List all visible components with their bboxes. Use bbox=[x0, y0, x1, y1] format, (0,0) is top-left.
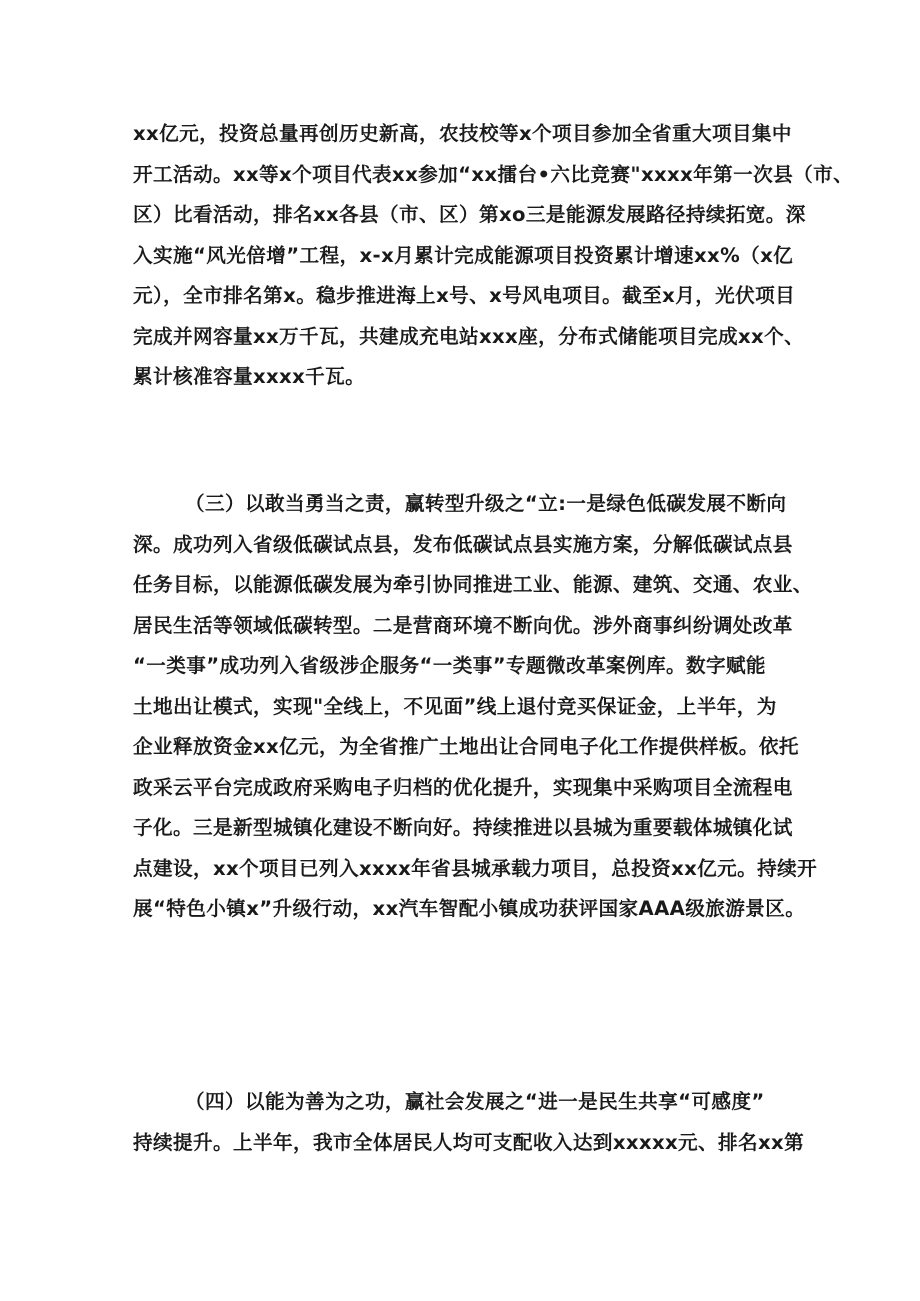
text-line: 居民生活等领域低碳转型。二是营商环境不断向优。涉外商事纠纷调处改革 bbox=[133, 613, 793, 637]
section-heading-line: （三）以敢当勇当之责，赢转型升级之“立:一是绿色低碳发展不断向 bbox=[185, 492, 787, 515]
text-line: 累计核准容量xxxx千瓦。 bbox=[133, 365, 366, 388]
text-line: 土地出让模式，实现"全线上，不见面”线上退付竞买保证金，上半年，为 bbox=[133, 694, 777, 718]
text-line: 任务目标，以能源低碳发展为牵引协同推进工业、能源、建筑、交通、农业、 bbox=[133, 573, 813, 596]
text-line: 展“特色小镇x”升级行动，xx汽车智配小镇成功获评国家AAA级旅游景区。 bbox=[133, 897, 806, 920]
text-line: 元），全市排名第x。稳步推进海上x号、x号风电项目。截至x月，光伏项目 bbox=[133, 284, 796, 307]
text-line: 持续提升。上半年，我市全体居民人均可支配收入达到xxxxx元、排名xx第 bbox=[133, 1130, 805, 1154]
text-line: 完成并网容量xx万千瓦，共建成充电站xxx座，分布式储能项目完成xx个、 bbox=[133, 324, 805, 348]
text-line: 开工活动。xx等x个项目代表xx参加“xx擂台•六比竞赛"xxxx年第一次县（市、 bbox=[133, 162, 854, 186]
text-line: 企业释放资金xx亿元，为全省推广土地出让合同电子化工作提供样板。依托 bbox=[133, 735, 799, 758]
paragraph-energy-investment bbox=[133, 114, 854, 398]
text-line: 深。成功列入省级低碳试点县，发布低碳试点县实施方案，分解低碳试点县 bbox=[133, 532, 793, 556]
text-line: 入实施“风光倍增”工程，x-x月累计完成能源项目投资累计增速xx%（x亿 bbox=[133, 243, 794, 267]
text-line: 区）比看活动，排名xx各县（市、区）第xo三是能源发展路径持续拓宽。深 bbox=[133, 203, 806, 226]
text-line: 点建设，xx个项目已列入xxxx年省县城承载力项目，总投资xx亿元。持续开 bbox=[133, 856, 818, 880]
text-line: “一类事”成功列入省级涉企服务“一类事”专题微改革案例库。数字赋能 bbox=[133, 654, 766, 677]
paragraph-section-four bbox=[133, 1082, 803, 1163]
paragraph-section-three bbox=[133, 484, 818, 930]
text-line: xx亿元，投资总量再创历史新高，农技校等x个项目参加全省重大项目集中 bbox=[133, 122, 792, 145]
section-heading-line: （四）以能为善为之功，赢社会发展之“进一是民生共享“可感度” bbox=[185, 1090, 765, 1113]
text-line: 政采云平台完成政府采购电子归档的优化提升，实现集中采购项目全流程电 bbox=[133, 775, 793, 799]
text-line: 子化。三是新型城镇化建设不断向好。持续推进以县城为重要载体城镇化试 bbox=[133, 816, 793, 839]
